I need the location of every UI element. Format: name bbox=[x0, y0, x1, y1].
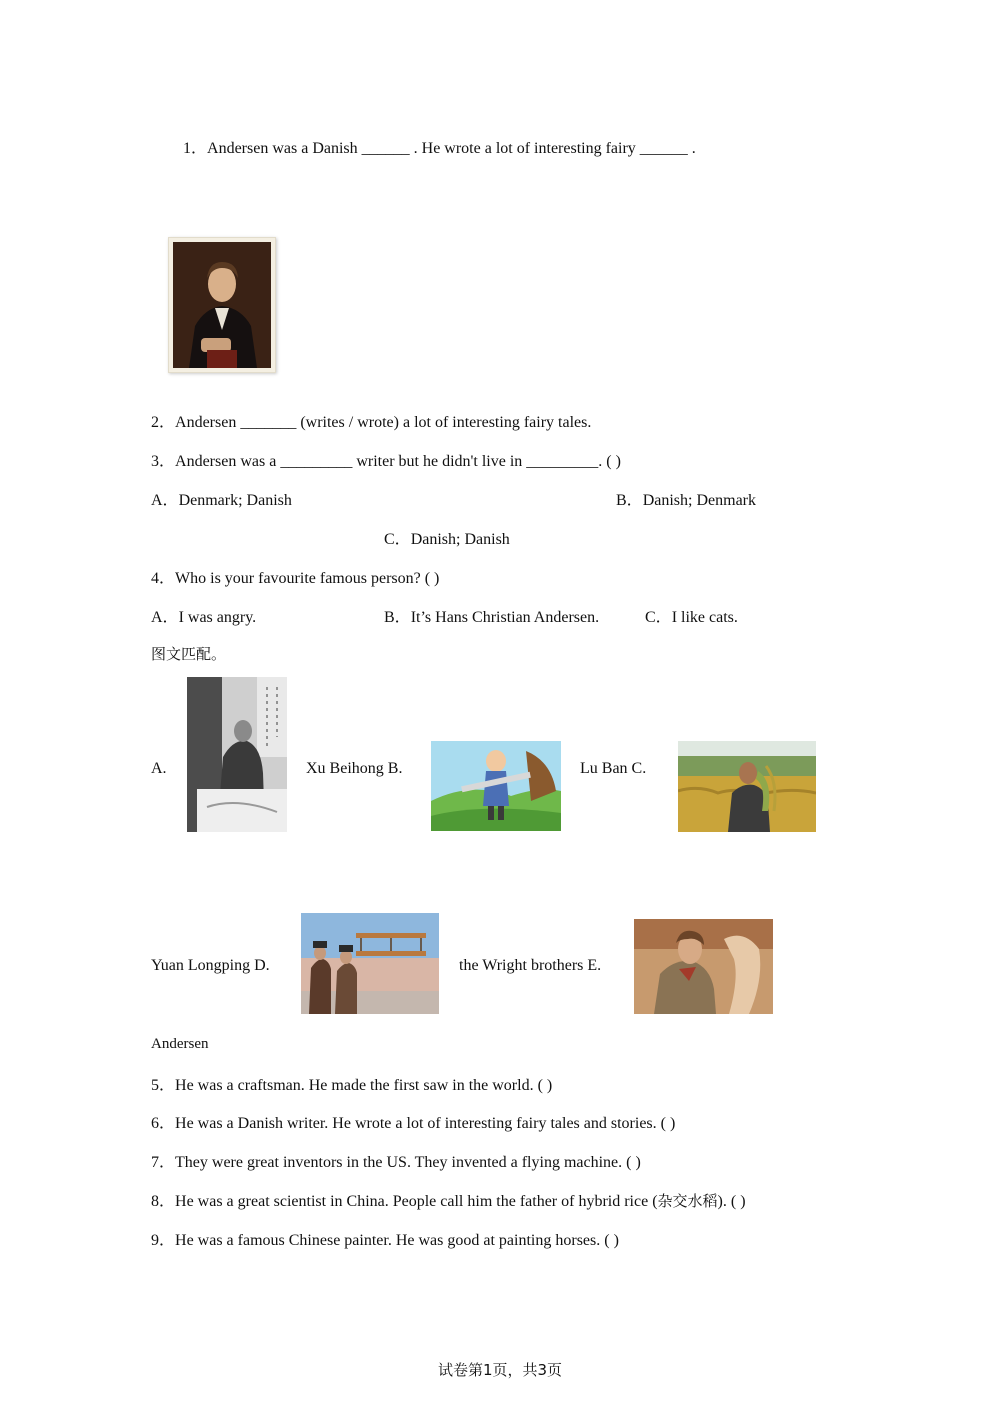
option-label: B． bbox=[616, 492, 643, 509]
andersen-painting-image bbox=[634, 919, 773, 1014]
yuan-longping-image bbox=[678, 741, 816, 832]
option-label: A． bbox=[151, 609, 179, 626]
option-label: C． bbox=[384, 531, 411, 548]
andersen-portrait-image bbox=[168, 237, 276, 373]
q3-option-a[interactable] bbox=[151, 487, 292, 510]
question-number: 5． bbox=[151, 1077, 176, 1094]
lu-ban-image bbox=[431, 741, 561, 831]
option-label: B． bbox=[384, 609, 411, 626]
question-text: He was a craftsman. He made the first saw in the world. ( ) bbox=[175, 1077, 553, 1094]
name-lu-ban: Lu Ban C. bbox=[580, 760, 647, 777]
question-number: 3． bbox=[151, 453, 176, 470]
option-text: I like cats. bbox=[671, 609, 738, 626]
option-text: Danish; Denmark bbox=[642, 492, 756, 509]
xu-beihong-image bbox=[187, 677, 287, 832]
label-a: A. bbox=[151, 760, 167, 777]
question-number: 8． bbox=[151, 1193, 176, 1210]
question-4 bbox=[151, 565, 439, 588]
question-text: Andersen _______ (writes / wrote) a lot of interesting fairy tales. bbox=[175, 414, 592, 431]
question-number: 7． bbox=[151, 1154, 176, 1171]
name-wright-brothers: the Wright brothers E. bbox=[459, 957, 602, 974]
matching-heading: 图文匹配。 bbox=[151, 645, 227, 663]
question-text: He was a great scientist in China. People call him the father of hybrid rice ( bbox=[175, 1193, 658, 1210]
question-1 bbox=[183, 135, 696, 158]
question-number: 1． bbox=[183, 140, 208, 157]
wright-brothers-image bbox=[301, 913, 439, 1014]
question-6 bbox=[151, 1110, 675, 1133]
question-text-chinese: 杂交水稻 bbox=[657, 1192, 718, 1210]
question-text: Andersen was a Danish ______ . He wrote a lot of interesting fairy ______ . bbox=[207, 140, 696, 157]
q4-option-b[interactable] bbox=[384, 604, 599, 627]
option-text: Denmark; Danish bbox=[178, 492, 292, 509]
question-text: Who is your favourite famous person? ( ) bbox=[175, 570, 440, 587]
q3-option-b[interactable] bbox=[616, 487, 756, 510]
question-2 bbox=[151, 409, 591, 432]
name-andersen: Andersen bbox=[151, 1036, 209, 1052]
question-9 bbox=[151, 1227, 619, 1250]
option-label: C． bbox=[645, 609, 672, 626]
q4-option-a[interactable] bbox=[151, 604, 256, 627]
question-8 bbox=[151, 1188, 746, 1211]
question-number: 6． bbox=[151, 1115, 176, 1132]
question-3 bbox=[151, 448, 621, 471]
option-text: I was angry. bbox=[178, 609, 257, 626]
question-number: 9． bbox=[151, 1232, 176, 1249]
name-yuan-longping: Yuan Longping D. bbox=[151, 957, 270, 974]
question-text: He was a famous Chinese painter. He was good at painting horses. ( ) bbox=[175, 1232, 619, 1249]
q4-option-c[interactable] bbox=[645, 604, 738, 627]
option-text: It’s Hans Christian Andersen. bbox=[410, 609, 600, 626]
q3-option-c[interactable] bbox=[384, 526, 510, 549]
question-text: Andersen was a _________ writer but he didn't live in _________. ( ) bbox=[175, 453, 621, 470]
question-text: They were great inventors in the US. They invented a flying machine. ( ) bbox=[175, 1154, 641, 1171]
question-5 bbox=[151, 1072, 552, 1095]
question-number: 4． bbox=[151, 570, 176, 587]
question-number: 2． bbox=[151, 414, 176, 431]
name-xu-beihong: Xu Beihong B. bbox=[306, 760, 403, 777]
question-text: He was a Danish writer. He wrote a lot of interesting fairy tales and stories. ( ) bbox=[175, 1115, 676, 1132]
question-7 bbox=[151, 1149, 641, 1172]
option-label: A． bbox=[151, 492, 179, 509]
page-footer: 试卷第1页，共3页 bbox=[437, 1361, 563, 1379]
option-text: Danish; Danish bbox=[410, 531, 510, 548]
question-text-end: ). ( ) bbox=[717, 1193, 746, 1210]
